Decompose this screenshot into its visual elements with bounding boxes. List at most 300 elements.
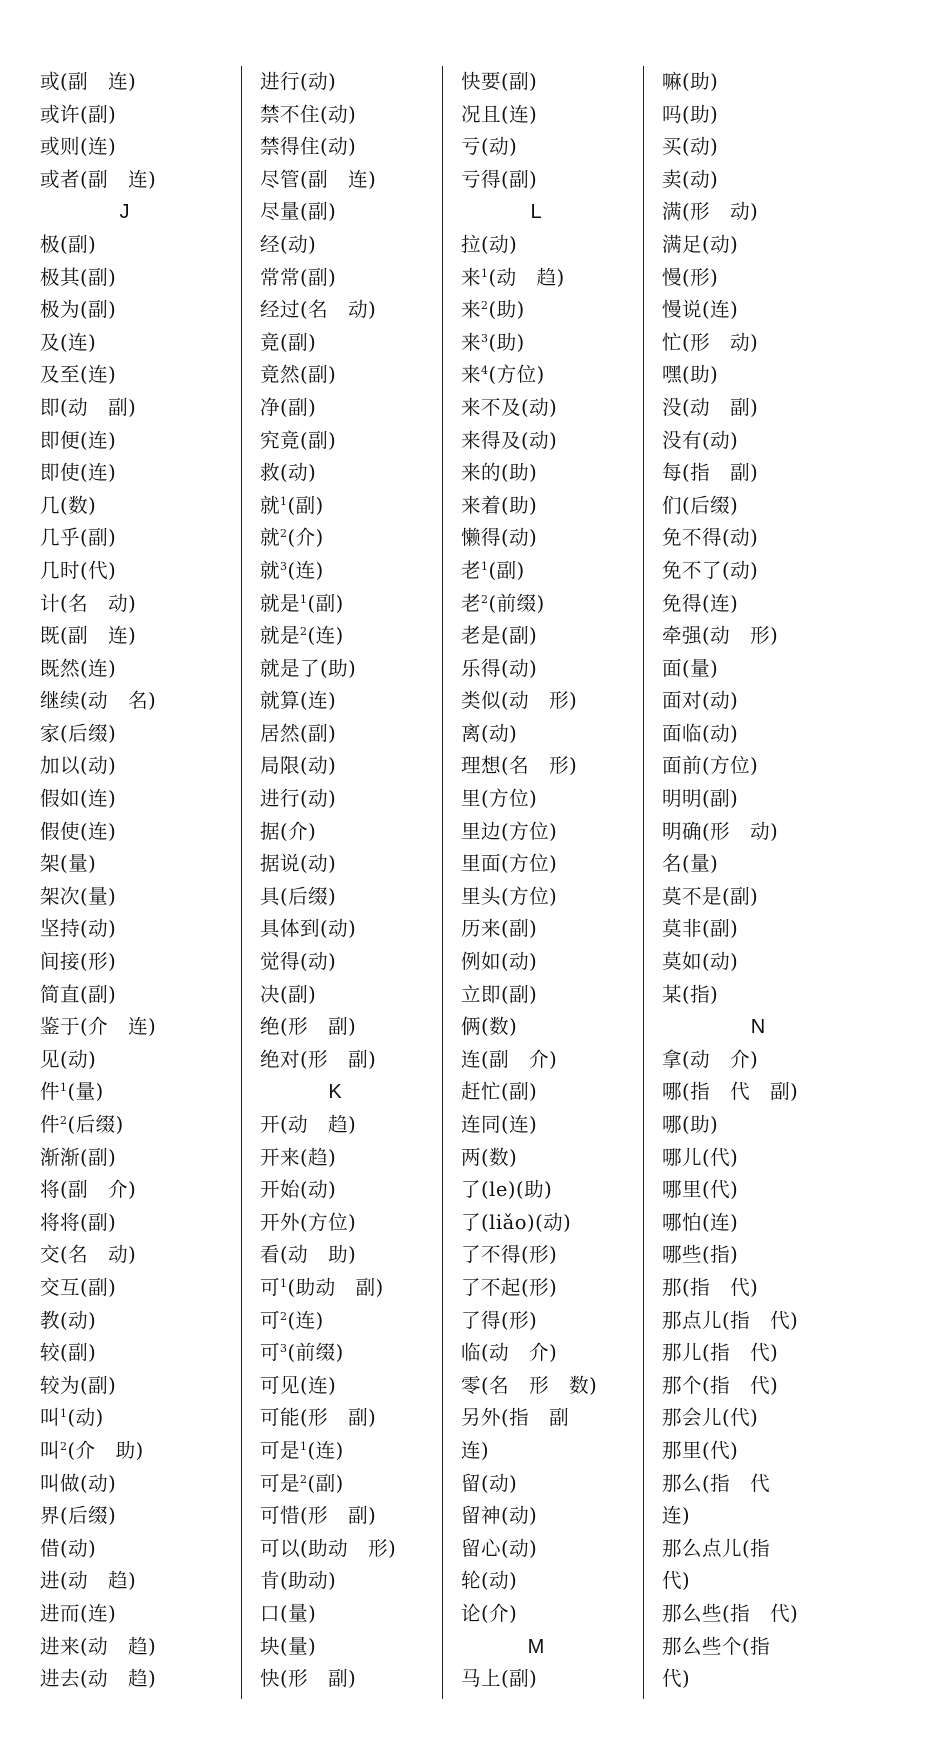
entry-part-of-speech: (副) — [307, 1471, 344, 1495]
entry-part-of-speech: (趋) — [300, 1145, 337, 1169]
entry-part-of-speech: (指 副) — [682, 461, 759, 485]
dictionary-entry — [260, 1663, 442, 1696]
entry-word: 及至 — [40, 363, 81, 387]
section-letter-heading: M — [527, 1635, 545, 1658]
entry-part-of-speech: (动) — [60, 1536, 97, 1560]
entry-word: 明明 — [662, 787, 703, 811]
entry-word: 面前 — [662, 754, 703, 778]
section-letter-heading: J — [119, 201, 130, 224]
entry-word: 莫不是 — [662, 884, 723, 908]
dictionary-entry — [461, 490, 643, 523]
entry-part-of-speech: (副) — [501, 70, 538, 93]
dictionary-entry — [260, 718, 442, 751]
dictionary-page — [36, 66, 886, 1699]
entry-part-of-speech: (动 介) — [682, 1047, 759, 1071]
dictionary-entry — [40, 99, 241, 132]
entry-word: 假如 — [40, 787, 81, 811]
sense-number: 2 — [300, 625, 308, 639]
entry-word: 禁不住 — [260, 102, 321, 126]
dictionary-entry — [40, 359, 241, 392]
entry-word: 可 — [260, 1275, 281, 1299]
dictionary-entry — [461, 718, 643, 751]
entry-part-of-speech: (连) — [702, 298, 739, 322]
sense-number: 2 — [280, 527, 288, 541]
dictionary-entry — [260, 1468, 442, 1501]
dictionary-entry — [260, 1370, 442, 1403]
dictionary-entry — [662, 229, 886, 262]
entry-word: 或则 — [40, 135, 81, 159]
entry-word: 几 — [40, 493, 61, 517]
entry-part-of-speech: (副 介) — [60, 1178, 137, 1202]
entry-part-of-speech: (动) — [481, 721, 518, 745]
entry-word: 立即 — [461, 982, 502, 1006]
entry-part-of-speech: (副) — [300, 200, 337, 224]
dictionary-entry — [260, 131, 442, 164]
entry-part-of-speech: (副) — [287, 493, 324, 517]
entry-part-of-speech: (liǎo)(动) — [481, 1210, 572, 1234]
entry-part-of-speech: (副) — [80, 1373, 117, 1397]
entry-word: 据 — [260, 819, 281, 843]
entry-word: 老 — [461, 558, 482, 582]
entry-part-of-speech: (连) — [80, 363, 117, 387]
entry-word: 可见 — [260, 1373, 301, 1397]
entry-word: 较为 — [40, 1373, 81, 1397]
entry-word: 另外 — [461, 1406, 502, 1430]
entry-part-of-speech: (介) — [481, 1601, 518, 1625]
entry-word: 或者 — [40, 167, 81, 191]
entry-part-of-speech: (动) — [501, 1504, 538, 1528]
sense-number: 2 — [481, 299, 489, 313]
entry-part-of-speech: (副) — [80, 1145, 117, 1169]
dictionary-entry — [461, 1435, 643, 1468]
entry-part-of-speech: (形) — [80, 950, 117, 974]
entry-word: 免不了 — [662, 558, 723, 582]
entry-word: 了得 — [461, 1308, 502, 1332]
entry-word: 或许 — [40, 102, 81, 126]
dictionary-entry — [662, 1500, 886, 1533]
dictionary-entry — [260, 164, 442, 197]
sense-number: 1 — [280, 1276, 288, 1290]
entry-part-of-speech: (量) — [60, 852, 97, 876]
entry-part-of-speech: (副) — [300, 721, 337, 745]
entry-word: 渐渐 — [40, 1145, 81, 1169]
dictionary-entry — [40, 1239, 241, 1272]
section-letter-heading: L — [530, 201, 542, 224]
entry-part-of-speech: (量) — [682, 852, 719, 876]
entry-part-of-speech: (量) — [682, 656, 719, 680]
dictionary-entry — [662, 881, 886, 914]
entry-word: 鉴于 — [40, 1015, 81, 1039]
entry-part-of-speech: (名 动) — [60, 1243, 137, 1267]
entry-word: 两 — [461, 1145, 482, 1169]
entry-part-of-speech: (副) — [300, 265, 337, 289]
entry-part-of-speech: (介 连) — [80, 1015, 157, 1039]
dictionary-entry — [662, 1565, 886, 1598]
dictionary-entry — [662, 1598, 886, 1631]
sense-number: 1 — [481, 266, 489, 280]
dictionary-entry — [662, 66, 886, 99]
dictionary-entry — [40, 1109, 241, 1142]
dictionary-entry — [260, 750, 442, 783]
entry-part-of-speech: (动) — [60, 1047, 97, 1071]
dictionary-entry — [40, 1598, 241, 1631]
entry-word: 来 — [461, 330, 482, 354]
entry-part-of-speech: (动 形) — [702, 624, 779, 648]
dictionary-entry — [662, 1631, 886, 1664]
entry-word: 加以 — [40, 754, 81, 778]
dictionary-entry — [260, 1207, 442, 1240]
entry-part-of-speech: (动) — [722, 526, 759, 550]
entry-word: 哪 — [662, 1113, 683, 1136]
entry-word: 将 — [40, 1178, 61, 1202]
entry-word: 拉 — [461, 232, 482, 256]
entry-part-of-speech: (连) — [300, 1373, 337, 1397]
entry-part-of-speech: (连) — [80, 656, 117, 680]
entry-word: 禁得住 — [260, 135, 321, 159]
column-3 — [442, 66, 643, 1699]
entry-part-of-speech: (连) — [287, 1308, 324, 1332]
entry-word: 局限 — [260, 754, 301, 778]
dictionary-entry — [40, 881, 241, 914]
dictionary-entry — [461, 1011, 643, 1044]
entry-word: 竟然 — [260, 363, 301, 387]
entry-word: 口 — [260, 1601, 281, 1625]
entry-word: 来着 — [461, 493, 502, 517]
dictionary-entry — [40, 913, 241, 946]
dictionary-entry — [40, 327, 241, 360]
entry-word: 看 — [260, 1243, 281, 1267]
dictionary-entry — [40, 1370, 241, 1403]
entry-part-of-speech: (副) — [300, 428, 337, 452]
entry-part-of-speech: (动) — [682, 135, 719, 159]
entry-word: 类似 — [461, 689, 502, 713]
entry-word: 轮 — [461, 1569, 482, 1593]
entry-part-of-speech: (副) — [280, 982, 317, 1006]
entry-part-of-speech: (动 趋) — [80, 1667, 157, 1691]
entry-word: 进去 — [40, 1667, 81, 1691]
entry-part-of-speech: (动) — [320, 917, 357, 941]
dictionary-entry — [662, 1239, 886, 1272]
entry-part-of-speech: (连) — [80, 787, 117, 811]
dictionary-entry — [461, 1533, 643, 1566]
entry-word: 尽量 — [260, 200, 301, 224]
dictionary-entry — [662, 327, 886, 360]
entry-part-of-speech: (指) — [702, 1243, 739, 1267]
dictionary-entry — [662, 816, 886, 849]
entry-part-of-speech: (形) — [521, 1275, 558, 1299]
entry-word: 快 — [260, 1667, 281, 1691]
entry-part-of-speech: (后缀) — [280, 884, 337, 908]
dictionary-entry — [40, 620, 241, 653]
entry-part-of-speech: (连) — [501, 102, 538, 126]
dictionary-entry — [662, 1305, 886, 1338]
dictionary-entry — [260, 1174, 442, 1207]
entry-part-of-speech: (动) — [80, 917, 117, 941]
entry-word: 可是 — [260, 1471, 301, 1495]
entry-part-of-speech: (动) — [481, 135, 518, 159]
entry-word: 吗 — [662, 102, 683, 126]
dictionary-entry — [260, 1109, 442, 1142]
dictionary-entry — [662, 164, 886, 197]
dictionary-entry — [461, 1239, 643, 1272]
entry-word: 经过 — [260, 298, 301, 322]
dictionary-entry — [662, 359, 886, 392]
entry-part-of-speech: (副) — [501, 167, 538, 191]
entry-part-of-speech: (连) — [80, 428, 117, 452]
dictionary-entry — [40, 392, 241, 425]
entry-part-of-speech: (副) — [501, 1080, 538, 1104]
entry-word: 进 — [40, 1569, 61, 1593]
entry-part-of-speech: (副) — [80, 298, 117, 322]
entry-part-of-speech: (代) — [702, 1438, 739, 1462]
entry-part-of-speech: (助) — [488, 298, 525, 322]
entry-part-of-speech: (后缀) — [682, 493, 739, 517]
entry-word: 可能 — [260, 1406, 301, 1430]
entry-part-of-speech: (连) — [702, 591, 739, 615]
entry-part-of-speech: (动) — [481, 232, 518, 256]
entry-word: 假使 — [40, 819, 81, 843]
dictionary-entry — [40, 1142, 241, 1175]
dictionary-entry — [260, 1272, 442, 1305]
entry-word: 叫做 — [40, 1471, 81, 1495]
entry-part-of-speech: (助动 副) — [287, 1275, 384, 1299]
dictionary-entry — [40, 653, 241, 686]
dictionary-entry — [662, 262, 886, 295]
dictionary-entry — [461, 294, 643, 327]
entry-word: 留心 — [461, 1536, 502, 1560]
entry-word: 没有 — [662, 428, 703, 452]
entry-part-of-speech: (动) — [80, 754, 117, 778]
entry-word: 每 — [662, 461, 683, 485]
entry-part-of-speech: (形 动) — [682, 200, 759, 224]
entry-word: 免得 — [662, 591, 703, 615]
dictionary-entry — [461, 685, 643, 718]
entry-part-of-speech: (动) — [80, 1471, 117, 1495]
dictionary-entry — [461, 1663, 643, 1696]
dictionary-entry — [260, 1500, 442, 1533]
dictionary-entry — [40, 685, 241, 718]
dictionary-entry — [461, 1500, 643, 1533]
entry-word: 可惜 — [260, 1504, 301, 1528]
dictionary-entry — [662, 1142, 886, 1175]
entry-word: 慢 — [662, 265, 683, 289]
entry-word: 件 — [40, 1080, 61, 1104]
entry-word: 叫 — [40, 1406, 61, 1430]
entry-part-of-speech: (连) — [80, 461, 117, 485]
dictionary-entry — [40, 946, 241, 979]
sense-number: 2 — [60, 1114, 68, 1127]
sense-number: 1 — [300, 1439, 308, 1453]
entry-part-of-speech: (动) — [722, 558, 759, 582]
entry-word: 连) — [461, 1438, 490, 1462]
entry-word: 老 — [461, 591, 482, 615]
entry-part-of-speech: (动) — [501, 950, 538, 974]
sense-number: 3 — [280, 559, 288, 573]
entry-word: 救 — [260, 461, 281, 485]
dictionary-entry — [461, 1565, 643, 1598]
dictionary-entry — [40, 750, 241, 783]
entry-part-of-speech: (前缀) — [488, 591, 545, 615]
sense-number: 2 — [481, 592, 489, 606]
dictionary-entry — [260, 1239, 442, 1272]
entry-word: 决 — [260, 982, 281, 1006]
dictionary-entry — [662, 718, 886, 751]
dictionary-entry — [260, 457, 442, 490]
entry-part-of-speech: (后缀) — [60, 1504, 117, 1528]
entry-part-of-speech: (连) — [307, 624, 344, 648]
entry-word: 了 — [461, 1178, 482, 1202]
entry-part-of-speech: (动) — [300, 787, 337, 811]
entry-part-of-speech: (指 代) — [702, 1373, 779, 1397]
dictionary-entry — [260, 588, 442, 621]
entry-word: 来得及 — [461, 428, 522, 452]
dictionary-entry — [461, 816, 643, 849]
entry-part-of-speech: (量) — [67, 1080, 104, 1104]
entry-part-of-speech: (指 — [742, 1536, 771, 1560]
entry-word: 就 — [260, 526, 281, 550]
entry-word: 那 — [662, 1275, 683, 1299]
entry-part-of-speech: (方位) — [501, 884, 558, 908]
dictionary-entry — [260, 913, 442, 946]
dictionary-entry — [40, 718, 241, 751]
entry-part-of-speech: (数) — [481, 1015, 518, 1039]
dictionary-entry — [260, 816, 442, 849]
entry-word: 忙 — [662, 330, 683, 354]
entry-part-of-speech: (动) — [300, 950, 337, 974]
dictionary-entry — [40, 555, 241, 588]
entry-word: 那个 — [662, 1373, 703, 1397]
dictionary-entry — [461, 653, 643, 686]
entry-word: 面 — [662, 656, 683, 680]
entry-part-of-speech: (指 副 — [501, 1406, 570, 1430]
entry-word: 即使 — [40, 461, 81, 485]
entry-word: 里头 — [461, 884, 502, 908]
entry-word: 开始 — [260, 1178, 301, 1202]
dictionary-entry — [260, 229, 442, 262]
dictionary-entry — [662, 913, 886, 946]
entry-word: 教 — [40, 1308, 61, 1332]
entry-part-of-speech: (动 副) — [682, 395, 759, 419]
entry-part-of-speech: (形 副) — [280, 1667, 357, 1691]
entry-part-of-speech: (形) — [521, 1243, 558, 1267]
entry-word: 开来 — [260, 1145, 301, 1169]
dictionary-entry — [40, 164, 241, 197]
dictionary-entry — [260, 99, 442, 132]
entry-part-of-speech: (副 连) — [60, 624, 137, 648]
dictionary-entry — [662, 1207, 886, 1240]
sense-number: 3 — [280, 1342, 288, 1356]
entry-word: 况且 — [461, 102, 502, 126]
dictionary-entry — [461, 1044, 643, 1077]
entry-part-of-speech: (动) — [481, 1471, 518, 1495]
entry-word: 具 — [260, 884, 281, 908]
dictionary-entry — [40, 1011, 241, 1044]
dictionary-entry — [461, 131, 643, 164]
entry-word: 哪 — [662, 1080, 683, 1104]
entry-part-of-speech: (副) — [488, 558, 525, 582]
entry-part-of-speech: (副) — [280, 395, 317, 419]
entry-part-of-speech: (副) — [501, 624, 538, 648]
dictionary-entry — [40, 522, 241, 555]
dictionary-entry — [40, 1533, 241, 1566]
dictionary-entry — [40, 1565, 241, 1598]
entry-part-of-speech: (副) — [722, 884, 759, 908]
entry-part-of-speech: (指) — [682, 982, 719, 1006]
entry-word: 常常 — [260, 265, 301, 289]
dictionary-entry — [40, 1663, 241, 1696]
dictionary-entry — [260, 881, 442, 914]
entry-word: 可以 — [260, 1536, 301, 1560]
dictionary-entry — [461, 946, 643, 979]
entry-word: 架次 — [40, 884, 81, 908]
dictionary-entry — [461, 881, 643, 914]
entry-part-of-speech: (指 代 副) — [682, 1080, 799, 1104]
dictionary-entry — [461, 66, 643, 99]
dictionary-entry — [461, 262, 643, 295]
entry-word: 几乎 — [40, 526, 81, 550]
entry-word: 来的 — [461, 461, 502, 485]
dictionary-entry — [662, 99, 886, 132]
dictionary-entry — [40, 1402, 241, 1435]
entry-word: 嘿 — [662, 363, 683, 387]
entry-word: 件 — [40, 1113, 61, 1136]
entry-word: 莫如 — [662, 950, 703, 974]
entry-word: 哪些 — [662, 1243, 703, 1267]
entry-word: 亏 — [461, 135, 482, 159]
entry-word: 老是 — [461, 624, 502, 648]
entry-part-of-speech: (副) — [501, 982, 538, 1006]
dictionary-entry — [662, 196, 886, 229]
entry-word: 离 — [461, 721, 482, 745]
entry-part-of-speech: (动) — [320, 135, 357, 159]
entry-part-of-speech: (连) — [80, 135, 117, 159]
dictionary-entry — [260, 1598, 442, 1631]
dictionary-entry — [40, 1631, 241, 1664]
entry-part-of-speech: (形 副) — [300, 1406, 377, 1430]
entry-word: 那儿 — [662, 1341, 703, 1365]
sense-number: 1 — [60, 1081, 68, 1095]
entry-part-of-speech: (动) — [67, 1406, 104, 1430]
sense-number: 2 — [280, 1309, 288, 1323]
dictionary-entry — [662, 457, 886, 490]
dictionary-entry — [260, 1631, 442, 1664]
column-4 — [643, 66, 886, 1699]
dictionary-entry — [260, 359, 442, 392]
dictionary-entry — [40, 1174, 241, 1207]
dictionary-entry — [662, 848, 886, 881]
dictionary-entry — [40, 1076, 241, 1109]
entry-part-of-speech: (动) — [521, 428, 558, 452]
dictionary-entry — [40, 1337, 241, 1370]
entry-word: 拿 — [662, 1047, 683, 1071]
dictionary-entry — [461, 1109, 643, 1142]
dictionary-entry — [40, 262, 241, 295]
entry-word: 那里 — [662, 1438, 703, 1462]
dictionary-entry — [40, 131, 241, 164]
entry-part-of-speech: (指 代) — [722, 1308, 799, 1332]
entry-part-of-speech: (动 名) — [80, 689, 157, 713]
entry-word: 进而 — [40, 1601, 81, 1625]
entry-part-of-speech: (形 动) — [702, 819, 779, 843]
dictionary-entry — [461, 750, 643, 783]
entry-part-of-speech: (副) — [80, 1275, 117, 1299]
entry-part-of-speech: (副) — [80, 265, 117, 289]
dictionary-entry — [662, 1435, 886, 1468]
dictionary-entry — [260, 783, 442, 816]
dictionary-entry — [461, 555, 643, 588]
entry-word: 继续 — [40, 689, 81, 713]
entry-word: 明确 — [662, 819, 703, 843]
